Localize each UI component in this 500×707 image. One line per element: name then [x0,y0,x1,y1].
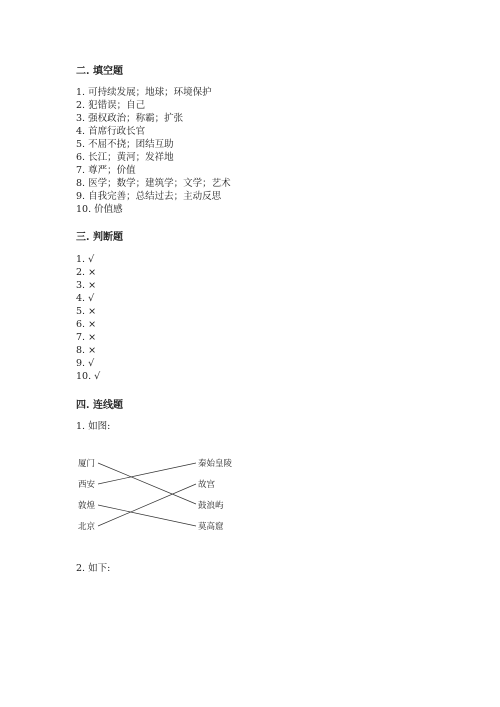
left-label-xiamen: 厦门 [78,459,96,469]
matching-q1-label: 1. 如图: [76,421,111,432]
list-item: 5. 不屈不挠；团结互助 [76,139,174,150]
list-item: 8. 医学；数学；建筑学；文学；艺术 [76,178,231,189]
list-item: 1. 可持续发展；地球；环境保护 [76,87,212,98]
section-title-fill-blank: 二. 填空题 [76,66,123,77]
list-item: 1. √ [76,254,95,265]
list-item: 3. 强权政治；称霸；扩张 [76,113,184,124]
fill-blank-answer-list [76,86,231,216]
section-title-matching: 四. 连线题 [76,400,123,411]
list-item: 6. × [76,319,97,330]
list-item: 7. × [76,332,97,343]
match-line-dunhuang-mogao [98,505,196,526]
section-title-judgment: 三. 判断题 [76,232,123,243]
left-label-dunhuang: 敦煌 [78,501,96,511]
right-label-forbidden-city: 故宫 [198,480,216,490]
match-line-xian-qin-mausoleum [98,463,196,484]
left-label-xian: 西安 [78,480,96,490]
match-line-beijing-forbidden-city [98,484,196,526]
list-item: 2. 犯错误；自己 [76,100,146,111]
list-item: 9. √ [76,358,95,369]
right-label-gulangyu: 鼓浪屿 [198,501,224,511]
list-item: 10. √ [76,371,101,382]
list-item: 3. × [76,280,97,291]
list-item: 10. 价值感 [76,204,123,215]
list-item: 7. 尊严；价值 [76,165,136,176]
list-item: 4. √ [76,293,95,304]
list-item: 5. × [76,306,97,317]
right-label-qin-mausoleum: 秦始皇陵 [198,459,233,469]
list-item: 6. 长江；黄河；发祥地 [76,152,174,163]
matching-q2-label: 2. 如下: [76,563,111,574]
right-label-mogao-caves: 莫高窟 [198,522,224,532]
list-item: 8. × [76,345,97,356]
judgment-answer-list [76,253,100,383]
match-line-xiamen-gulangyu [98,463,196,504]
list-item: 2. × [76,267,97,278]
matching-diagram [76,452,256,534]
list-item: 9. 自我完善；总结过去；主动反思 [76,191,222,202]
list-item: 4. 首席行政长官 [76,126,146,137]
left-label-beijing: 北京 [78,522,96,532]
